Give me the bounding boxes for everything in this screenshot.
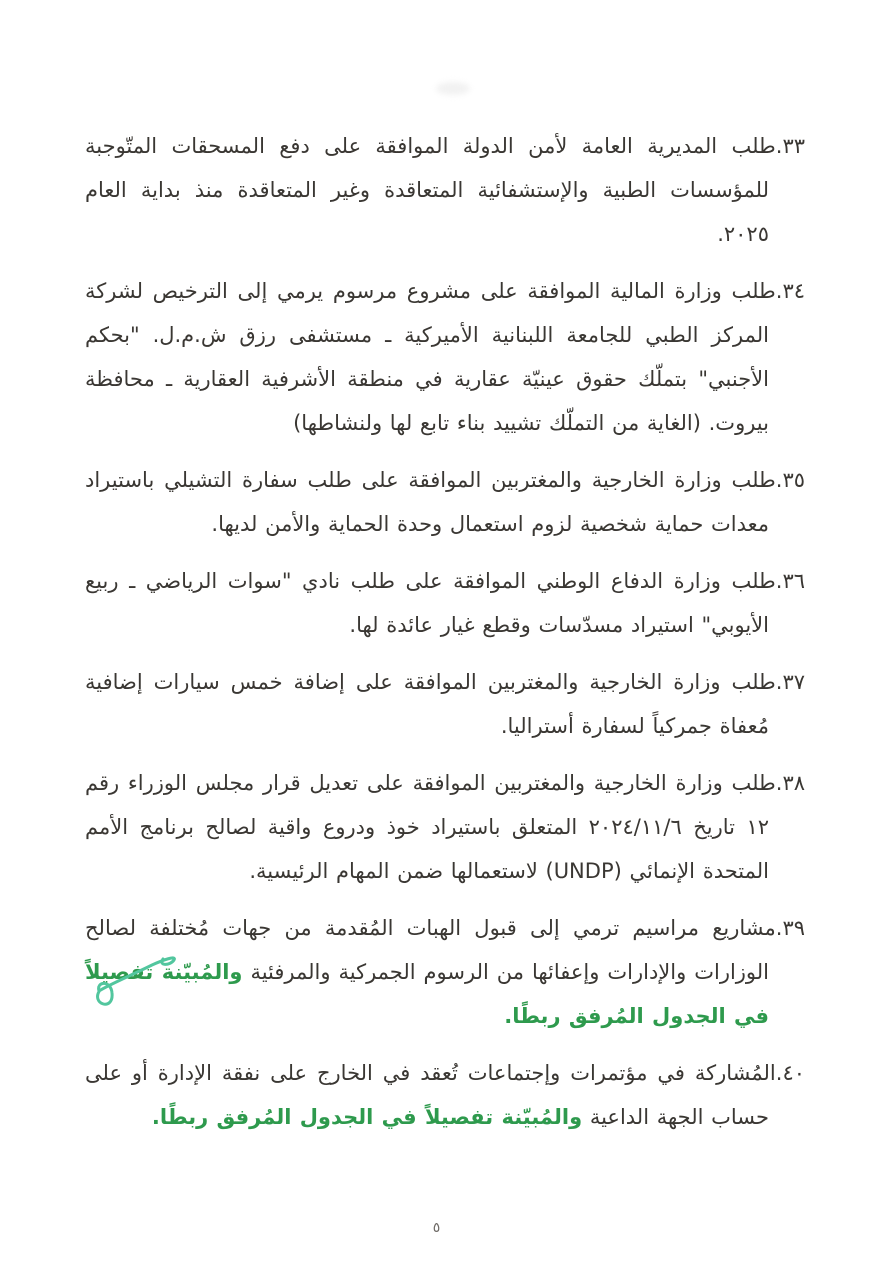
agenda-item-38 xyxy=(85,761,805,893)
item-text: طلب وزارة الدفاع الوطني الموافقة على طلب نادي "سوات الرياضي ـ ربيع الأيوبي" استيراد مسدّسات وقطع غيار عائدة لها. xyxy=(85,569,776,637)
agenda-item-35 xyxy=(85,458,805,546)
item-number: ٣٤. xyxy=(775,279,805,303)
item-text: مشاريع مراسيم ترمي إلى قبول الهبات المُقدمة من جهات مُختلفة لصالح الوزارات والإدارات وإعفائها من الرسوم الجمركية والمرفئية xyxy=(85,916,776,984)
agenda-item-37 xyxy=(85,660,805,748)
agenda-items-list xyxy=(85,124,805,1152)
item-number: ٣٩. xyxy=(775,916,805,940)
item-text: المُشاركة في مؤتمرات وإجتماعات تُعقد في الخارج على نفقة الإدارة أو على حساب الجهة الداعية xyxy=(85,1061,776,1129)
scan-artifact-smudge xyxy=(436,82,470,95)
agenda-item-36 xyxy=(85,559,805,647)
item-text-highlighted: والمُبيّنة تفصيلاً في الجدول المُرفق ربطًا. xyxy=(151,1105,583,1129)
agenda-item-33 xyxy=(85,124,805,256)
item-text: طلب وزارة المالية الموافقة على مشروع مرسوم يرمي إلى الترخيص لشركة المركز الطبي للجامعة اللبنانية الأميركية ـ مستشفى رزق ش.م.ل. "بحكم الأجنبي" بتملّك حقوق عينيّة عقارية في منطقة الأشرفية العقارية ـ محافظة بيروت. (الغاية من التملّك تشييد بناء تابع لها ولنشاطها) xyxy=(85,279,776,435)
agenda-item-34 xyxy=(85,269,805,445)
agenda-item-40 xyxy=(85,1051,805,1139)
item-text: طلب المديرية العامة لأمن الدولة الموافقة على دفع المسحقات المتّوجبة للمؤسسات الطبية والإستشفائية المتعاقدة وغير المتعاقدة منذ بداية العام ٢٠٢٥. xyxy=(85,134,776,246)
agenda-item-39 xyxy=(85,906,805,1038)
page-number: ٥ xyxy=(432,1220,441,1236)
item-number: ٣٥. xyxy=(775,468,805,492)
item-number: ٣٨. xyxy=(775,771,805,795)
item-text: طلب وزارة الخارجية والمغتربين الموافقة على إضافة خمس سيارات إضافية مُعفاة جمركياً لسفارة أستراليا. xyxy=(85,670,776,738)
item-text: طلب وزارة الخارجية والمغتربين الموافقة على طلب سفارة التشيلي باستيراد معدات حماية شخصية لزوم استعمال وحدة الحماية والأمن لديها. xyxy=(85,468,776,536)
item-number: ٣٣. xyxy=(775,134,805,158)
item-text: طلب وزارة الخارجية والمغتربين الموافقة على تعديل قرار مجلس الوزراء رقم ١٢ تاريخ ٢٠٢٤/١١/٦ المتعلق باستيراد خوذ ودروع واقية لصالح برنامج الأمم المتحدة الإنمائي (UNDP) لاستعمالها ضمن المهام الرئيسية. xyxy=(85,771,776,883)
item-text-highlighted: والمُبيّنة تفصيلاً في الجدول المُرفق ربطًا. xyxy=(85,960,769,1028)
item-number: ٤٠. xyxy=(775,1061,805,1085)
item-number: ٣٦. xyxy=(775,569,805,593)
item-number: ٣٧. xyxy=(775,670,805,694)
signature-mark-icon xyxy=(86,946,186,1018)
